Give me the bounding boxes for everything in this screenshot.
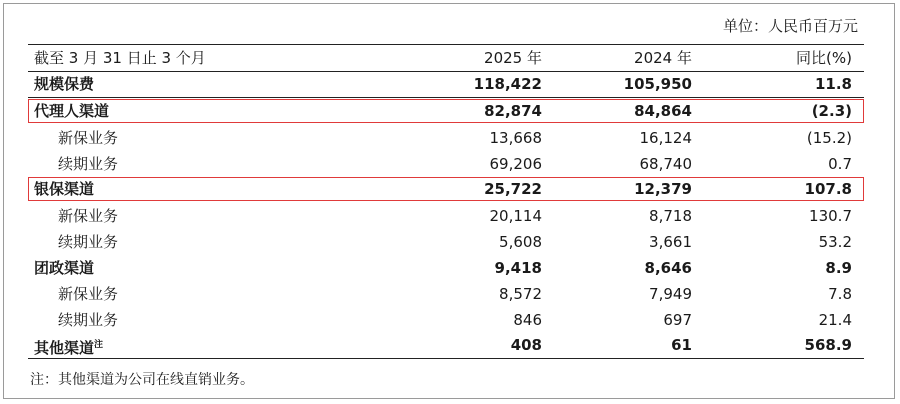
row-value-yoy: 53.2 [818, 233, 852, 251]
row-value-yoy: 11.8 [814, 75, 852, 93]
table-row [28, 203, 864, 229]
row-value-2024: 8,646 [644, 259, 692, 277]
row-value-2025: 5,608 [499, 233, 542, 251]
row-value-2024: 61 [671, 336, 692, 354]
row-value-yoy: 107.8 [804, 180, 852, 198]
row-label: 团政渠道 [34, 259, 95, 277]
row-value-2025: 8,572 [499, 285, 542, 303]
row-value-2024: 68,740 [639, 155, 692, 173]
table-row [28, 151, 864, 177]
table-row-other-channel [28, 332, 864, 358]
row-value-yoy: 0.7 [828, 155, 852, 173]
row-value-2024: 7,949 [649, 285, 692, 303]
footnote: 注：其他渠道为公司在线直销业务。 [30, 372, 254, 388]
row-value-2025: 82,874 [484, 102, 542, 120]
header-period-label: 截至 3 月 31 日止 3 个月 [34, 49, 206, 67]
row-label: 银保渠道 [34, 180, 95, 198]
table-row-agent-channel [28, 98, 864, 124]
row-value-yoy: 568.9 [804, 336, 852, 354]
table-header [28, 44, 864, 72]
row-value-2025: 13,668 [489, 129, 542, 147]
row-label: 新保业务 [58, 285, 119, 303]
row-label: 续期业务 [58, 233, 119, 251]
row-value-2025: 408 [510, 336, 542, 354]
row-value-2024: 16,124 [639, 129, 692, 147]
row-value-2025: 69,206 [489, 155, 542, 173]
row-value-2024: 105,950 [623, 75, 692, 93]
row-value-2025: 846 [513, 311, 542, 329]
row-label: 新保业务 [58, 207, 119, 225]
header-2025: 2025 年 [484, 49, 542, 67]
row-value-2025: 25,722 [484, 180, 542, 198]
row-label: 新保业务 [58, 129, 119, 147]
row-label: 续期业务 [58, 311, 119, 329]
row-value-2024: 697 [663, 311, 692, 329]
row-value-yoy: 7.8 [828, 285, 852, 303]
row-value-yoy: (2.3) [811, 102, 852, 120]
row-value-2024: 12,379 [634, 180, 692, 198]
table-row-total [28, 71, 864, 97]
row-value-2024: 84,864 [634, 102, 692, 120]
row-value-2024: 8,718 [649, 207, 692, 225]
row-value-yoy: (15.2) [806, 129, 852, 147]
table-row-group-channel [28, 255, 864, 281]
table-row [28, 307, 864, 333]
footnote-marker: 注 [94, 340, 104, 350]
header-2024: 2024 年 [634, 49, 692, 67]
header-yoy: 同比(%) [796, 49, 852, 67]
row-value-yoy: 8.9 [825, 259, 852, 277]
row-label: 代理人渠道 [34, 102, 110, 120]
row-value-yoy: 21.4 [818, 311, 852, 329]
row-label [34, 332, 103, 361]
row-label: 规模保费 [34, 75, 95, 93]
unit-label: 单位：人民币百万元 [722, 17, 858, 35]
row-value-2025: 9,418 [494, 259, 542, 277]
row-value-2025: 118,422 [473, 75, 542, 93]
table-row [28, 281, 864, 307]
row-value-2024: 3,661 [649, 233, 692, 251]
row-label-text: 其他渠道 [34, 339, 95, 357]
table-row [28, 229, 864, 255]
row-value-2025: 20,114 [489, 207, 542, 225]
row-label: 续期业务 [58, 155, 119, 173]
table-row [28, 125, 864, 151]
table-bottom-rule [28, 358, 864, 359]
table-row-bancassurance-channel [28, 176, 864, 202]
row-value-yoy: 130.7 [809, 207, 852, 225]
